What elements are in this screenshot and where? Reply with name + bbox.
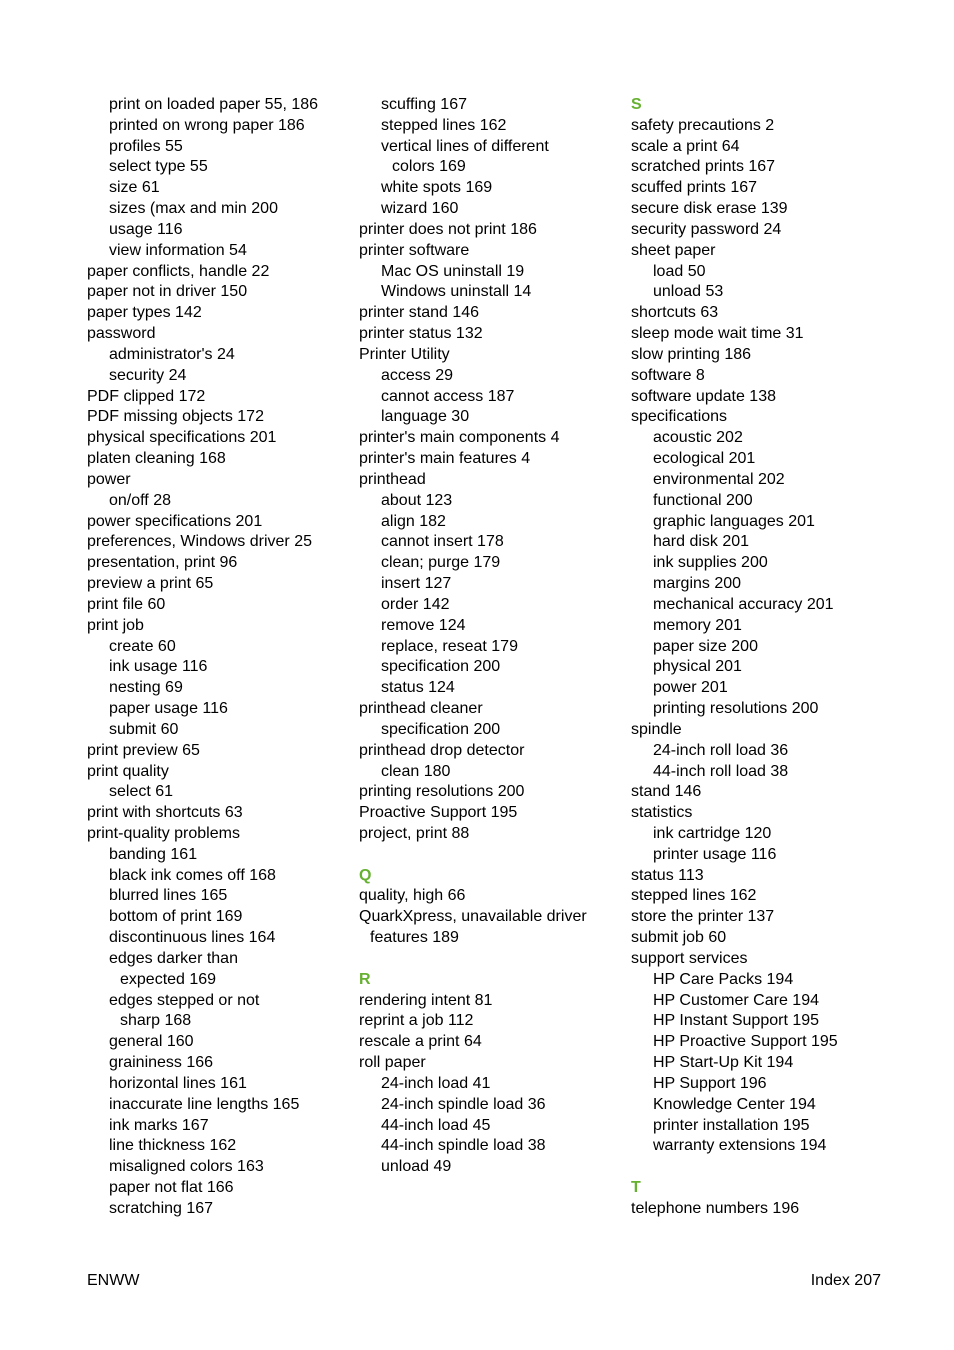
index-entry: access 29	[381, 366, 454, 384]
index-entry: printer status 132	[359, 325, 483, 343]
index-entry: scratching 167	[109, 1199, 214, 1217]
index-entry: scuffing 167	[381, 96, 467, 113]
index-entry: printer's main features 4	[359, 450, 531, 468]
index-column-2	[359, 95, 621, 1178]
index-entry: printer usage 116	[653, 845, 777, 863]
index-entry: physical specifications 201	[87, 429, 277, 447]
index-entry: status 124	[381, 679, 455, 697]
index-entry: secure disk erase 139	[631, 200, 788, 218]
index-entry: functional 200	[653, 491, 753, 509]
index-entry: HP Care Packs 194	[653, 970, 794, 988]
index-entry: power	[87, 470, 131, 488]
index-entry: discontinuous lines 164	[109, 929, 276, 947]
index-entry: power specifications 201	[87, 512, 263, 530]
index-entry: safety precautions 2	[631, 116, 775, 134]
index-entry: clean; purge 179	[381, 554, 501, 572]
index-entry: vertical lines of different	[381, 137, 549, 155]
index-entry: paper usage 116	[109, 700, 228, 718]
index-entry: colors 169	[392, 158, 466, 176]
index-column-1	[87, 95, 349, 1220]
index-entry: cannot insert 178	[381, 533, 504, 551]
index-entry: line thickness 162	[109, 1137, 237, 1155]
index-entry: expected 169	[120, 970, 217, 988]
index-entry: support services	[631, 949, 748, 967]
index-entry: HP Proactive Support 195	[653, 1033, 838, 1051]
index-entry: reprint a job 112	[359, 1012, 474, 1030]
index-entry: align 182	[381, 512, 446, 530]
index-entry: HP Support 196	[653, 1074, 767, 1092]
index-entry: insert 127	[381, 575, 452, 593]
index-entry: specifications	[631, 408, 728, 426]
index-entry: software update 138	[631, 387, 776, 405]
index-entry: preferences, Windows driver 25	[87, 533, 312, 551]
index-entry: general 160	[109, 1033, 194, 1051]
index-entry: printer stand 146	[359, 304, 480, 322]
index-entry: select type 55	[109, 158, 208, 176]
index-entry: presentation, print 96	[87, 554, 238, 572]
index-entry: physical 201	[653, 658, 742, 676]
index-entry: telephone numbers 196	[631, 1199, 800, 1217]
index-entry: Printer Utility	[359, 345, 450, 363]
index-entry: ink usage 116	[109, 658, 208, 676]
index-entry: specification 200	[381, 658, 501, 676]
index-entry: QuarkXpress, unavailable driver	[359, 908, 587, 926]
index-entry: print file 60	[87, 595, 166, 613]
index-entry: ecological 201	[653, 450, 756, 468]
index-entry: stepped lines 162	[381, 116, 507, 134]
index-entry: edges stepped or not	[109, 991, 260, 1009]
index-letter-heading: S	[631, 96, 642, 113]
index-entry: printhead	[359, 470, 426, 488]
index-entry: sleep mode wait time 31	[631, 325, 804, 343]
index-entry: create 60	[109, 637, 176, 655]
footer-page-label: Index 207	[810, 1272, 881, 1289]
index-entry: view information 54	[109, 241, 247, 259]
index-entry: size 61	[109, 179, 160, 197]
index-entry: HP Start-Up Kit 194	[653, 1054, 794, 1072]
index-entry: scuffed prints 167	[631, 179, 758, 197]
index-entry: 24-inch load 41	[381, 1074, 491, 1092]
index-entry: submit 60	[109, 720, 179, 738]
index-entry: preview a print 65	[87, 575, 214, 593]
index-entry: spindle	[631, 720, 682, 738]
index-entry: language 30	[381, 408, 470, 426]
index-entry: Knowledge Center 194	[653, 1095, 816, 1113]
index-entry: misaligned colors 163	[109, 1158, 264, 1176]
index-entry: roll paper	[359, 1054, 426, 1072]
index-entry: warranty extensions 194	[653, 1137, 827, 1155]
index-entry: software 8	[631, 366, 705, 384]
index-entry: paper size 200	[653, 637, 758, 655]
index-entry: print with shortcuts 63	[87, 804, 243, 822]
index-entry: print quality	[87, 762, 169, 780]
index-entry: rescale a print 64	[359, 1033, 482, 1051]
index-entry: Windows uninstall 14	[381, 283, 532, 301]
index-entry: black ink comes off 168	[109, 866, 276, 884]
index-entry: rendering intent 81	[359, 991, 493, 1009]
index-entry: quality, high 66	[359, 887, 466, 905]
index-entry: margins 200	[653, 575, 742, 593]
index-entry: on/off 28	[109, 491, 171, 509]
index-spacer	[359, 949, 621, 970]
index-entry: environmental 202	[653, 470, 785, 488]
index-entry: graininess 166	[109, 1054, 214, 1072]
index-entry: replace, reseat 179	[381, 637, 518, 655]
index-entry: edges darker than	[109, 949, 238, 967]
index-entry: mechanical accuracy 201	[653, 595, 834, 613]
index-entry: stepped lines 162	[631, 887, 757, 905]
index-entry: memory 201	[653, 616, 742, 634]
index-entry: 44-inch roll load 38	[653, 762, 789, 780]
index-entry: platen cleaning 168	[87, 450, 226, 468]
index-entry: 24-inch roll load 36	[653, 741, 789, 759]
index-entry: security password 24	[631, 220, 782, 238]
index-entry: print on loaded paper 55, 186	[109, 96, 319, 113]
index-entry: scale a print 64	[631, 137, 740, 155]
index-entry: remove 124	[381, 616, 466, 634]
index-entry: printing resolutions 200	[653, 700, 819, 718]
index-entry: horizontal lines 161	[109, 1074, 247, 1092]
index-entry: administrator's 24	[109, 345, 235, 363]
index-entry: inaccurate line lengths 165	[109, 1095, 300, 1113]
index-entry: printer's main components 4	[359, 429, 560, 447]
index-entry: cannot access 187	[381, 387, 515, 405]
index-entry: HP Instant Support 195	[653, 1012, 820, 1030]
index-entry: power 201	[653, 679, 728, 697]
index-entry: statistics	[631, 804, 693, 822]
index-spacer	[359, 845, 621, 866]
index-entry: printer installation 195	[653, 1116, 810, 1134]
index-letter-heading: T	[631, 1179, 641, 1197]
index-entry: hard disk 201	[653, 533, 750, 551]
index-entry: paper not in driver 150	[87, 283, 248, 301]
index-entry: status 113	[631, 866, 704, 884]
index-entry: printhead drop detector	[359, 741, 525, 759]
index-entry: wizard 160	[381, 200, 459, 218]
index-entry: load 50	[653, 262, 706, 280]
footer-left: ENWW	[87, 1272, 140, 1289]
index-entry: PDF clipped 172	[87, 387, 206, 405]
index-entry: select 61	[109, 783, 174, 801]
index-entry: shortcuts 63	[631, 304, 719, 322]
index-entry: printed on wrong paper 186	[109, 116, 305, 134]
index-entry: blurred lines 165	[109, 887, 228, 905]
index-entry: unload 53	[653, 283, 724, 301]
index-entry: sharp 168	[120, 1012, 192, 1030]
index-entry: clean 180	[381, 762, 451, 780]
index-entry: 44-inch load 45	[381, 1116, 491, 1134]
index-entry: 24-inch spindle load 36	[381, 1095, 546, 1113]
index-entry: paper not flat 166	[109, 1179, 234, 1197]
index-entry: password	[87, 325, 156, 343]
index-entry: project, print 88	[359, 824, 470, 842]
index-entry: printer software	[359, 241, 470, 259]
index-entry: order 142	[381, 595, 450, 613]
index-entry: print preview 65	[87, 741, 200, 759]
index-entry: PDF missing objects 172	[87, 408, 264, 426]
index-entry: print job	[87, 616, 144, 634]
index-entry: printing resolutions 200	[359, 783, 525, 801]
index-entry: Proactive Support 195	[359, 804, 518, 822]
index-entry: specification 200	[381, 720, 501, 738]
index-entry: paper conflicts, handle 22	[87, 262, 270, 280]
index-entry: sheet paper	[631, 241, 716, 259]
index-column-3	[631, 95, 893, 1220]
index-entry: graphic languages 201	[653, 512, 815, 530]
index-entry: banding 161	[109, 845, 198, 863]
index-entry: profiles 55	[109, 137, 183, 155]
index-entry: printhead cleaner	[359, 700, 483, 718]
index-entry: printer does not print 186	[359, 220, 537, 238]
index-entry: Mac OS uninstall 19	[381, 262, 525, 280]
index-entry: unload 49	[381, 1158, 452, 1176]
index-entry: stand 146	[631, 783, 702, 801]
index-entry: submit job 60	[631, 929, 727, 947]
index-entry: store the printer 137	[631, 908, 775, 926]
index-letter-heading: Q	[359, 866, 372, 884]
index-entry: white spots 169	[381, 179, 493, 197]
index-entry: scratched prints 167	[631, 158, 776, 176]
index-entry: bottom of print 169	[109, 908, 243, 926]
index-spacer	[631, 1157, 893, 1178]
index-entry: slow printing 186	[631, 345, 752, 363]
index-entry: security 24	[109, 366, 187, 384]
index-entry: about 123	[381, 491, 453, 509]
index-entry: sizes (max and min 200	[109, 200, 278, 218]
index-entry: ink supplies 200	[653, 554, 768, 572]
index-entry: ink cartridge 120	[653, 824, 772, 842]
index-letter-heading: R	[359, 970, 371, 988]
index-entry: usage 116	[109, 220, 183, 238]
index-entry: features 189	[370, 929, 459, 947]
index-entry: nesting 69	[109, 679, 183, 697]
index-entry: ink marks 167	[109, 1116, 209, 1134]
index-entry: HP Customer Care 194	[653, 991, 819, 1009]
index-entry: acoustic 202	[653, 429, 743, 447]
index-entry: paper types 142	[87, 304, 202, 322]
index-entry: 44-inch spindle load 38	[381, 1137, 546, 1155]
index-entry: print-quality problems	[87, 824, 240, 842]
